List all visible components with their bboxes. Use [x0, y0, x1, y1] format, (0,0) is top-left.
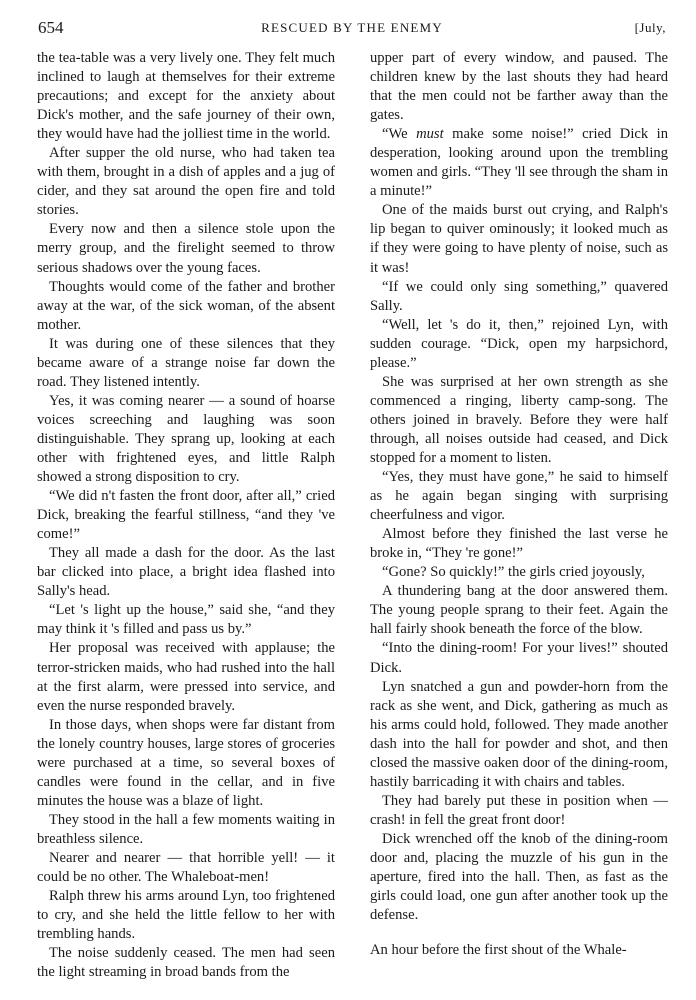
- paragraph: The noise suddenly ceased. The men had seen the light streaming in broad bands from the: [37, 945, 335, 981]
- right-column: [370, 49, 668, 960]
- paragraph-text: make some noise!” cried Dick in desperation, looking around upon the trembling women and girls. “They 'll see through the sham in a minute!”: [370, 126, 669, 200]
- paragraph: Every now and then a silence stole upon the merry group, and the firelight seemed to throw serious shadows over the young faces.: [37, 221, 335, 276]
- paragraph: Ralph threw his arms around Lyn, too frightened to cry, and she held the little fellow to her with trembling hands.: [37, 888, 335, 943]
- paragraph: “Gone? So quickly!” the girls cried joyously,: [382, 564, 645, 581]
- paragraph: They stood in the hall a few moments waiting in breathless silence.: [37, 811, 335, 847]
- paragraph: They all made a dash for the door. As the last bar clicked into place, a bright idea flashed into Sally's head.: [37, 545, 335, 600]
- paragraph: Almost before they finished the last verse he broke in, “They 're gone!”: [370, 526, 668, 562]
- paragraph-text: “We: [382, 126, 417, 143]
- paragraph: Yes, it was coming nearer — a sound of hoarse voices screeching and laughing was soon distinguishable. They sprang up, looking at each other with frightened eyes, and little Ralph showed a strong disposition to cry.: [37, 392, 335, 486]
- page-header: [38, 18, 666, 42]
- paragraph: [370, 125, 668, 201]
- running-month: [July,: [634, 20, 666, 35]
- paragraph: upper part of every window, and paused. The children knew by the last shouts they had heard that the men could not be farther away than the gates.: [370, 50, 668, 124]
- paragraph: It was during one of these silences that they became aware of a strange noise far down the road. They listened intently.: [37, 335, 335, 390]
- paragraph: Nearer and nearer — that horrible yell! — it could be no other. The Whaleboat-men!: [37, 849, 335, 886]
- emphasis: must: [416, 126, 444, 143]
- paragraph: “Let 's light up the house,” said she, “and they may think it 's filled and pass us by.”: [37, 602, 335, 638]
- paragraph: After supper the old nurse, who had taken tea with them, brought in a dish of apples and a jug of cider, and they sat around the open fire and told stories.: [37, 145, 335, 219]
- paragraph: the tea-table was a very lively one. They felt much inclined to laugh at themselves for their extreme precautions; and except for the anxiety about Dick's mother, and the safe journey of their own, they would have had the jolliest time in the world.: [37, 50, 335, 143]
- paragraph: Lyn snatched a gun and powder-horn from the rack as she went, and Dick, gathering as much as his arms could hold, followed. They made another dash into the hall for powder and shot, and then closed the massive oaken door of the dining-room, hastily barricading it with chairs and tables.: [370, 678, 668, 790]
- paragraph: An hour before the first shout of the Whale-: [370, 942, 627, 959]
- paragraph: Thoughts would come of the father and brother away at the war, of the sick woman, of the absent mother.: [37, 278, 335, 333]
- paragraph: Dick wrenched off the knob of the dining-room door and, placing the muzzle of his gun in the aperture, fired into the hall. Then, as fast as the girls could load, one gun after another took up the defense.: [370, 830, 668, 924]
- paragraph: One of the maids burst out crying, and Ralph's lip began to quiver ominously; it looked much as if they were going to have plenty of noise, such as it was!: [370, 202, 668, 276]
- running-title: RESCUED BY THE ENEMY: [261, 20, 443, 35]
- paragraph: “If we could only sing something,” quavered Sally.: [370, 278, 668, 314]
- paragraph: In those days, when shops were far distant from the lonely country houses, large stores of groceries were purchased at a time, so several boxes of candles were found in the cellar, and in five minutes the house was a blaze of light.: [37, 716, 335, 809]
- paragraph: A thundering bang at the door answered them. The young people sprang to their feet. Again the hall fairly shook beneath the force of the blow.: [370, 583, 668, 638]
- paragraph: They had barely put these in position when — crash! in fell the great front door!: [370, 792, 668, 828]
- paragraph: “Into the dining-room! For your lives!” shouted Dick.: [370, 640, 668, 676]
- paragraph: “Well, let 's do it, then,” rejoined Lyn, with sudden courage. “Dick, open my harpsichord, please.”: [370, 316, 668, 371]
- paragraph: “Yes, they must have gone,” he said to himself as he again began singing with surprising cheerfulness and vigor.: [370, 469, 668, 524]
- left-column: [37, 49, 335, 982]
- paragraph: Her proposal was received with applause; the terror-stricken maids, who had rushed into the hall at the first alarm, were pressed into service, and even the nurse responded bravely.: [37, 640, 335, 714]
- page-number: 654: [38, 18, 64, 37]
- paragraph: She was surprised at her own strength as she commenced a ringing, liberty camp-song. The others joined in bravely. Before they were half through, all noises outside had ceased, and Dick stopped for a moment to listen.: [370, 373, 668, 466]
- paragraph: “We did n't fasten the front door, after all,” cried Dick, breaking the fearful stillness, “and they 've come!”: [37, 488, 335, 543]
- section-gap: [370, 925, 668, 941]
